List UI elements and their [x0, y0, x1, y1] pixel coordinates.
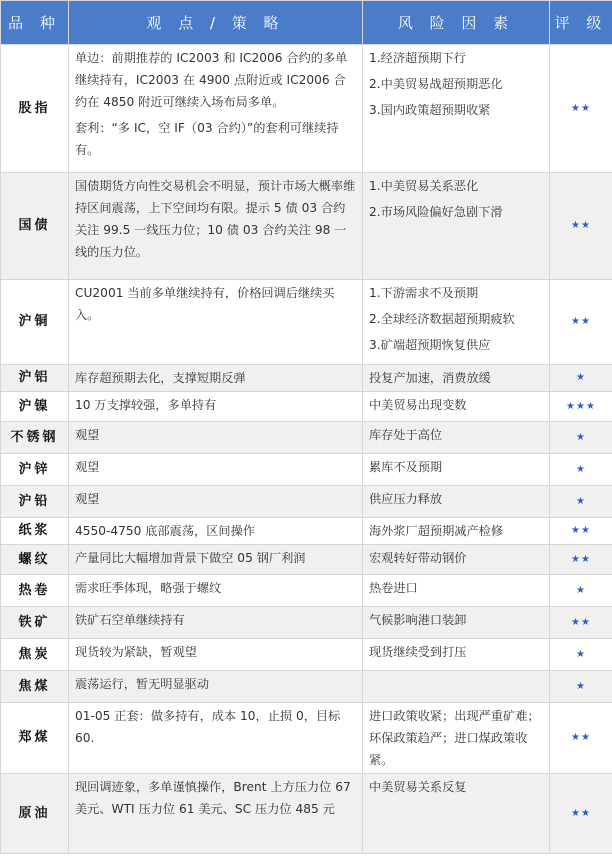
product-name: 螺纹	[1, 545, 69, 575]
product-name: 原油	[1, 774, 69, 854]
risk-cell	[363, 486, 550, 518]
header-rating: 评 级	[550, 1, 612, 45]
table-row	[1, 607, 612, 639]
view-text: CU2001 当前多单继续持有，价格回调后继续买入。	[75, 286, 335, 322]
risk-text: 2.中美贸易战超预期恶化	[369, 77, 503, 91]
rating-stars: ★★	[550, 545, 612, 575]
risk-text: 1.下游需求不及预期	[369, 286, 479, 300]
view-cell	[69, 671, 363, 703]
rating-stars: ★	[550, 486, 612, 518]
table-row	[1, 173, 612, 280]
header-risk: 风 险 因 素	[363, 1, 550, 45]
table-row	[1, 280, 612, 365]
rating-stars: ★	[550, 365, 612, 392]
risk-cell	[363, 575, 550, 607]
table-row	[1, 45, 612, 173]
risk-cell	[363, 639, 550, 671]
table-row	[1, 365, 612, 392]
risk-text: 热卷进口	[369, 581, 418, 595]
view-text: 震荡运行，暂无明显驱动	[75, 677, 210, 691]
view-text: 国债期货方向性交易机会不明显，预计市场大概率维持区间震荡，上下空间均有限。提示 5 债 03 合约关注 99.5 一线压力位；10 债 03 合约关注 98 一线的压力位。	[75, 179, 356, 259]
rating-stars: ★★	[550, 607, 612, 639]
view-cell	[69, 518, 363, 545]
risk-text: 1.经济超预期下行	[369, 51, 466, 65]
product-name: 纸浆	[1, 518, 69, 545]
table-row	[1, 575, 612, 607]
table-row	[1, 545, 612, 575]
risk-cell	[363, 422, 550, 454]
product-name: 焦炭	[1, 639, 69, 671]
risk-text: 中美贸易出现变数	[369, 398, 467, 412]
product-name: 热卷	[1, 575, 69, 607]
rating-stars: ★★	[550, 774, 612, 854]
product-name: 沪镍	[1, 392, 69, 422]
risk-cell	[363, 45, 550, 173]
view-cell	[69, 454, 363, 486]
rating-stars: ★	[550, 639, 612, 671]
risk-text: 2.全球经济数据超预期疲软	[369, 312, 515, 326]
table-row	[1, 518, 612, 545]
product-name: 焦煤	[1, 671, 69, 703]
view-text: 现货较为紧缺，暂观望	[75, 645, 197, 659]
rating-stars: ★★	[550, 703, 612, 774]
header-view: 观 点 / 策 略	[69, 1, 363, 45]
table-header	[1, 1, 612, 45]
product-name: 沪铜	[1, 280, 69, 365]
view-cell	[69, 703, 363, 774]
risk-text: 进口政策收紧；出现严重矿难；环保政策趋严；进口煤政策收紧。	[369, 709, 540, 767]
risk-text: 海外浆厂超预期减产检修	[369, 524, 504, 538]
view-cell	[69, 607, 363, 639]
risk-cell	[363, 607, 550, 639]
product-name: 沪锌	[1, 454, 69, 486]
table-row	[1, 422, 612, 454]
view-text: 单边：前期推荐的 IC2003 和 IC2006 合约的多单继续持有，IC2003 在 4900 点附近或 IC2006 合约在 4850 附近可继续入场布局多单。	[75, 51, 348, 109]
view-text: 产量同比大幅增加背景下做空 05 钢厂利润	[75, 551, 306, 565]
risk-text: 1.中美贸易关系恶化	[369, 179, 479, 193]
view-text: 观望	[75, 460, 100, 474]
view-text: 套利：“多 IC，空 IF（03 合约）”的套利可继续持有。	[75, 121, 339, 157]
risk-text: 2.市场风险偏好急剧下滑	[369, 205, 503, 219]
table-row	[1, 454, 612, 486]
view-cell	[69, 392, 363, 422]
view-text: 4550-4750 底部震荡，区间操作	[75, 524, 255, 538]
risk-text: 宏观转好带动钢价	[369, 551, 467, 565]
product-name: 铁矿	[1, 607, 69, 639]
product-name: 沪铝	[1, 365, 69, 392]
product-name: 不锈钢	[1, 422, 69, 454]
product-name: 国债	[1, 173, 69, 280]
risk-cell	[363, 454, 550, 486]
view-text: 观望	[75, 428, 100, 442]
view-cell	[69, 575, 363, 607]
risk-cell	[363, 173, 550, 280]
product-name: 郑煤	[1, 703, 69, 774]
view-text: 01-05 正套：做多持有，成本 10，止损 0，目标 60.	[75, 709, 341, 745]
view-cell	[69, 45, 363, 173]
risk-text: 库存处于高位	[369, 428, 443, 442]
rating-stars: ★★★	[550, 392, 612, 422]
rating-stars: ★	[550, 422, 612, 454]
risk-text: 供应压力释放	[369, 492, 443, 506]
risk-text: 3.国内政策超预期收紧	[369, 103, 491, 117]
rating-stars: ★★	[550, 280, 612, 365]
table-row	[1, 703, 612, 774]
header-product: 品 种	[1, 1, 69, 45]
product-name: 沪铅	[1, 486, 69, 518]
view-text: 观望	[75, 492, 100, 506]
risk-text: 累库不及预期	[369, 460, 443, 474]
view-cell	[69, 422, 363, 454]
risk-cell	[363, 545, 550, 575]
table-row	[1, 486, 612, 518]
rating-stars: ★★	[550, 518, 612, 545]
rating-stars: ★★	[550, 45, 612, 173]
rating-stars: ★	[550, 575, 612, 607]
rating-stars: ★	[550, 454, 612, 486]
view-text: 铁矿石空单继续持有	[75, 613, 185, 627]
risk-text: 中美贸易关系反复	[369, 780, 467, 794]
view-cell	[69, 173, 363, 280]
risk-cell	[363, 671, 550, 703]
risk-cell	[363, 365, 550, 392]
risk-text: 3.矿端超预期恢复供应	[369, 338, 491, 352]
view-cell	[69, 486, 363, 518]
product-name: 股指	[1, 45, 69, 173]
rating-stars: ★	[550, 671, 612, 703]
table-row	[1, 639, 612, 671]
view-cell	[69, 774, 363, 854]
view-cell	[69, 639, 363, 671]
view-text: 10 万支撑较强，多单持有	[75, 398, 217, 412]
view-text: 现回调迹象，多单谨慎操作，Brent 上方压力位 67 美元、WTI 压力位 61 美元、SC 压力位 485 元	[75, 780, 351, 816]
view-cell	[69, 365, 363, 392]
table-row	[1, 671, 612, 703]
view-cell	[69, 545, 363, 575]
view-text: 需求旺季体现，略强于螺纹	[75, 581, 222, 595]
rating-stars: ★★	[550, 173, 612, 280]
risk-cell	[363, 280, 550, 365]
risk-cell	[363, 774, 550, 854]
risk-text: 气候影响港口装卸	[369, 613, 467, 627]
risk-cell	[363, 518, 550, 545]
table-row	[1, 774, 612, 854]
view-text: 库存超预期去化，支撑短期反弹	[75, 371, 246, 385]
risk-cell	[363, 392, 550, 422]
risk-text: 投复产加速，消费放缓	[369, 371, 491, 385]
view-cell	[69, 280, 363, 365]
risk-cell	[363, 703, 550, 774]
risk-text: 现货继续受到打压	[369, 645, 467, 659]
table-row	[1, 392, 612, 422]
